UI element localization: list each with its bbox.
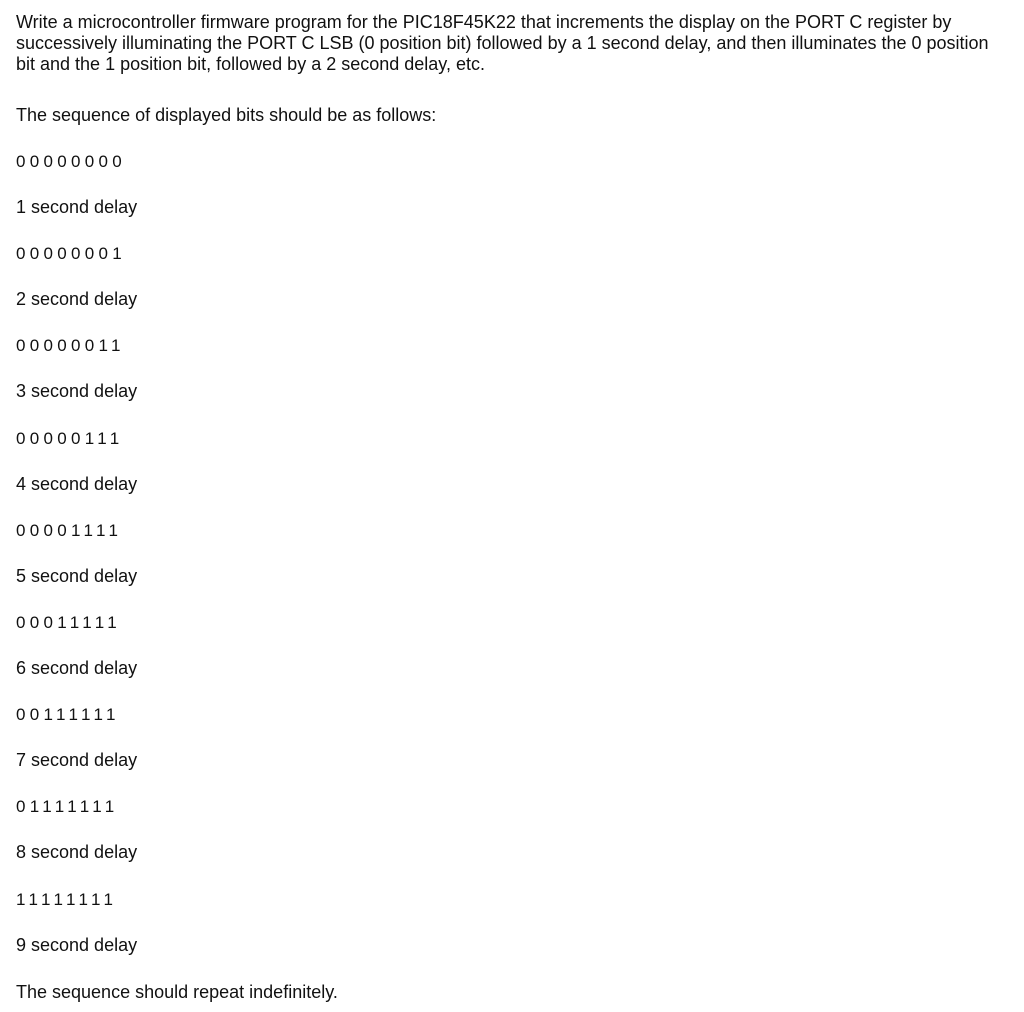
bit-pattern: 01111111 (16, 797, 119, 817)
delay-text: 1 second delay (16, 197, 138, 218)
bit-pattern: 00000011 (16, 336, 125, 356)
bit-pattern: 11111111 (16, 889, 118, 909)
bit-pattern: 00000000 (16, 152, 127, 171)
bit-pattern: 00000111 (16, 428, 124, 448)
delay-text: 9 second delay (16, 934, 138, 955)
sequence-lead-text: The sequence of displayed bits should be as follows: (16, 105, 437, 125)
bit-pattern: 00000001 (16, 244, 127, 264)
bit-sequence-list (16, 150, 137, 980)
bit-pattern: 00001111 (16, 520, 123, 540)
delay-text: 8 second delay (16, 842, 138, 863)
delay-text: 4 second delay (16, 473, 138, 494)
delay-text: 7 second delay (16, 750, 138, 771)
bit-pattern: 00011111 (16, 612, 121, 632)
problem-statement (16, 12, 1006, 75)
intro-paragraph: Write a microcontroller firmware program for the PIC18F45K22 that increments the display on the PORT C register by successively illuminating the PORT C LSB (0 position bit) followed by a 1 second delay, and then illuminates the 0 position bit and the 1 position bit, followed by a 2 second delay, etc. (16, 12, 989, 74)
delay-text: 2 second delay (16, 289, 138, 310)
delay-text: 5 second delay (16, 565, 138, 586)
closing-sentence: The sequence should repeat indefinitely. (16, 982, 338, 1002)
delay-text: 6 second delay (16, 658, 138, 679)
bit-pattern: 00111111 (16, 705, 120, 725)
delay-text: 3 second delay (16, 381, 138, 402)
